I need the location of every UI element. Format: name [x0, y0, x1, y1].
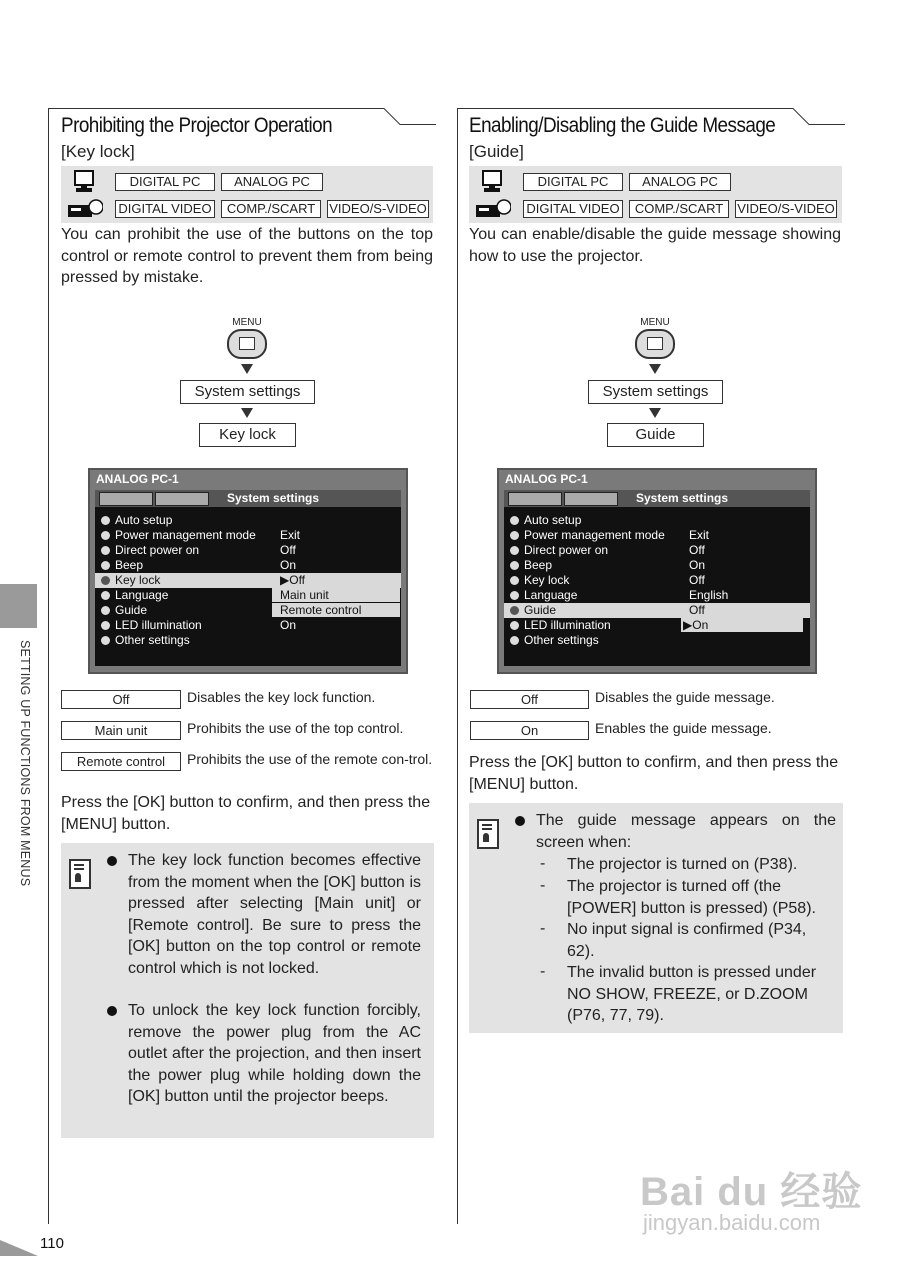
osd-tab-1	[99, 492, 153, 506]
arrow-down-icon	[649, 364, 661, 374]
bullet-icon	[515, 816, 525, 826]
signal-analog-pc: ANALOG PC	[629, 173, 731, 191]
left-note-1: The key lock function becomes effective from the moment when the [OK] button is pressed after selecting [Main unit] or [Remote control]. Be sure to press the [OK] button on the top control or remote control which is not locked.	[128, 852, 421, 977]
osd-row-selected: Key lock ▶Off	[95, 573, 401, 588]
note-icon	[69, 859, 91, 889]
arrow-down-icon	[649, 408, 661, 418]
osd-source-label: ANALOG PC-1	[505, 472, 588, 486]
osd-row: Beep On	[95, 558, 401, 573]
osd-tab-2	[564, 492, 618, 506]
left-section-title: Prohibiting the Projector Operation	[61, 114, 333, 137]
osd-row: Language English	[504, 588, 810, 603]
right-note-box	[469, 803, 843, 1033]
osd-row: Beep On	[504, 558, 810, 573]
osd-row: Auto setup	[504, 513, 810, 528]
option-off: Off	[470, 690, 589, 709]
side-section-label: SETTING UP FUNCTIONS FROM MENUS	[18, 640, 32, 887]
flow-step-system-settings: System settings	[180, 380, 315, 404]
left-note-2: To unlock the key lock function forcibly, remove the power plug from the AC outlet after the projection, and then insert the power plug while holding down the [OK] button until the projector beeps.	[128, 1002, 421, 1105]
osd-row-selected: Guide Off	[504, 603, 810, 618]
option-main-unit: Main unit	[61, 721, 181, 740]
left-osd-screenshot	[88, 468, 408, 674]
dash-marker: -	[540, 877, 546, 894]
left-confirm-text: Press the [OK] button to confirm, and then press the [MENU] button.	[61, 794, 431, 833]
video-device-icon	[475, 198, 511, 220]
osd-row: Other settings	[95, 633, 401, 648]
pc-monitor-icon	[73, 170, 97, 194]
dash-marker: -	[540, 920, 546, 937]
right-osd-screenshot	[497, 468, 817, 674]
flow-step-guide: Guide	[607, 423, 704, 447]
dash-marker: -	[540, 855, 546, 872]
left-intro-text: You can prohibit the use of the buttons on the top control or remote control to prevent them from being pressed by mistake.	[61, 226, 433, 286]
osd-row: LED illumination ▶On	[504, 618, 810, 633]
option-off: Off	[61, 690, 181, 709]
dash-marker: -	[540, 963, 546, 980]
right-confirm-text: Press the [OK] button to confirm, and then press the [MENU] button.	[469, 754, 839, 793]
menu-label: MENU	[640, 317, 670, 328]
right-section-subtitle: [Guide]	[469, 142, 524, 161]
right-note-item-2: The projector is turned off (the [POWER] button is pressed) (P58).	[567, 878, 816, 917]
osd-row: Auto setup	[95, 513, 401, 528]
right-signal-band	[469, 166, 842, 223]
osd-row: Power management mode Exit	[504, 528, 810, 543]
left-section-subtitle: [Key lock]	[61, 142, 135, 161]
menu-button-icon	[635, 329, 675, 359]
signal-digital-pc: DIGITAL PC	[115, 173, 215, 191]
left-note-box	[61, 843, 434, 1138]
signal-video-s-video: VIDEO/S-VIDEO	[735, 200, 837, 218]
osd-source-label: ANALOG PC-1	[96, 472, 179, 486]
osd-tab-2	[155, 492, 209, 506]
osd-row: Other settings	[504, 633, 810, 648]
watermark-url: jingyan.baidu.com	[643, 1210, 821, 1235]
right-section-title: Enabling/Disabling the Guide Message	[469, 114, 776, 137]
osd-row: Key lock Off	[504, 573, 810, 588]
flow-step-system-settings: System settings	[588, 380, 723, 404]
osd-row: Language Main unit	[95, 588, 401, 603]
bullet-icon	[107, 856, 117, 866]
note-icon	[477, 819, 499, 849]
option-remote-control-desc: Prohibits the use of the remote con-trol.	[187, 751, 433, 767]
menu-button-icon	[227, 329, 267, 359]
left-column-rule	[48, 108, 49, 1224]
arrow-down-icon	[241, 364, 253, 374]
osd-tab-1	[508, 492, 562, 506]
signal-video-s-video: VIDEO/S-VIDEO	[327, 200, 429, 218]
osd-row: Guide Remote control	[95, 603, 401, 618]
signal-comp-scart: COMP./SCART	[221, 200, 321, 218]
signal-digital-video: DIGITAL VIDEO	[523, 200, 623, 218]
option-off-desc: Disables the guide message.	[595, 689, 775, 705]
right-column-rule	[457, 108, 458, 1224]
option-on-desc: Enables the guide message.	[595, 720, 772, 736]
menu-label: MENU	[232, 317, 262, 328]
right-note-lead: The guide message appears on the screen when:	[536, 812, 836, 851]
left-signal-band	[61, 166, 433, 223]
signal-comp-scart: COMP./SCART	[629, 200, 729, 218]
option-remote-control: Remote control	[61, 752, 181, 771]
video-device-icon	[67, 198, 103, 220]
option-main-unit-desc: Prohibits the use of the top control.	[187, 720, 404, 736]
osd-tab-title: System settings	[227, 491, 320, 505]
right-intro-text: You can enable/disable the guide message showing how to use the projector.	[469, 226, 841, 265]
option-on: On	[470, 721, 589, 740]
right-note-item-4: The invalid button is pressed under NO SHOW, FREEZE, or D.ZOOM (P76, 77, 79).	[567, 964, 817, 1024]
flow-step-key-lock: Key lock	[199, 423, 296, 447]
osd-row: LED illumination On	[95, 618, 401, 633]
page-number: 110	[40, 1235, 64, 1252]
page-corner-wedge	[0, 1240, 38, 1256]
watermark-logo: Bai du 经验	[640, 1170, 863, 1214]
signal-digital-pc: DIGITAL PC	[523, 173, 623, 191]
osd-row: Direct power on Off	[504, 543, 810, 558]
osd-row: Direct power on Off	[95, 543, 401, 558]
bullet-icon	[107, 1006, 117, 1016]
signal-digital-video: DIGITAL VIDEO	[115, 200, 215, 218]
right-note-item-3: No input signal is confirmed (P34, 62).	[567, 921, 807, 960]
right-note-item-1: The projector is turned on (P38).	[567, 856, 798, 873]
side-tab-marker	[0, 584, 37, 628]
arrow-down-icon	[241, 408, 253, 418]
pc-monitor-icon	[481, 170, 505, 194]
osd-tab-title: System settings	[636, 491, 729, 505]
option-off-desc: Disables the key lock function.	[187, 689, 376, 705]
osd-row: Power management mode Exit	[95, 528, 401, 543]
signal-analog-pc: ANALOG PC	[221, 173, 323, 191]
